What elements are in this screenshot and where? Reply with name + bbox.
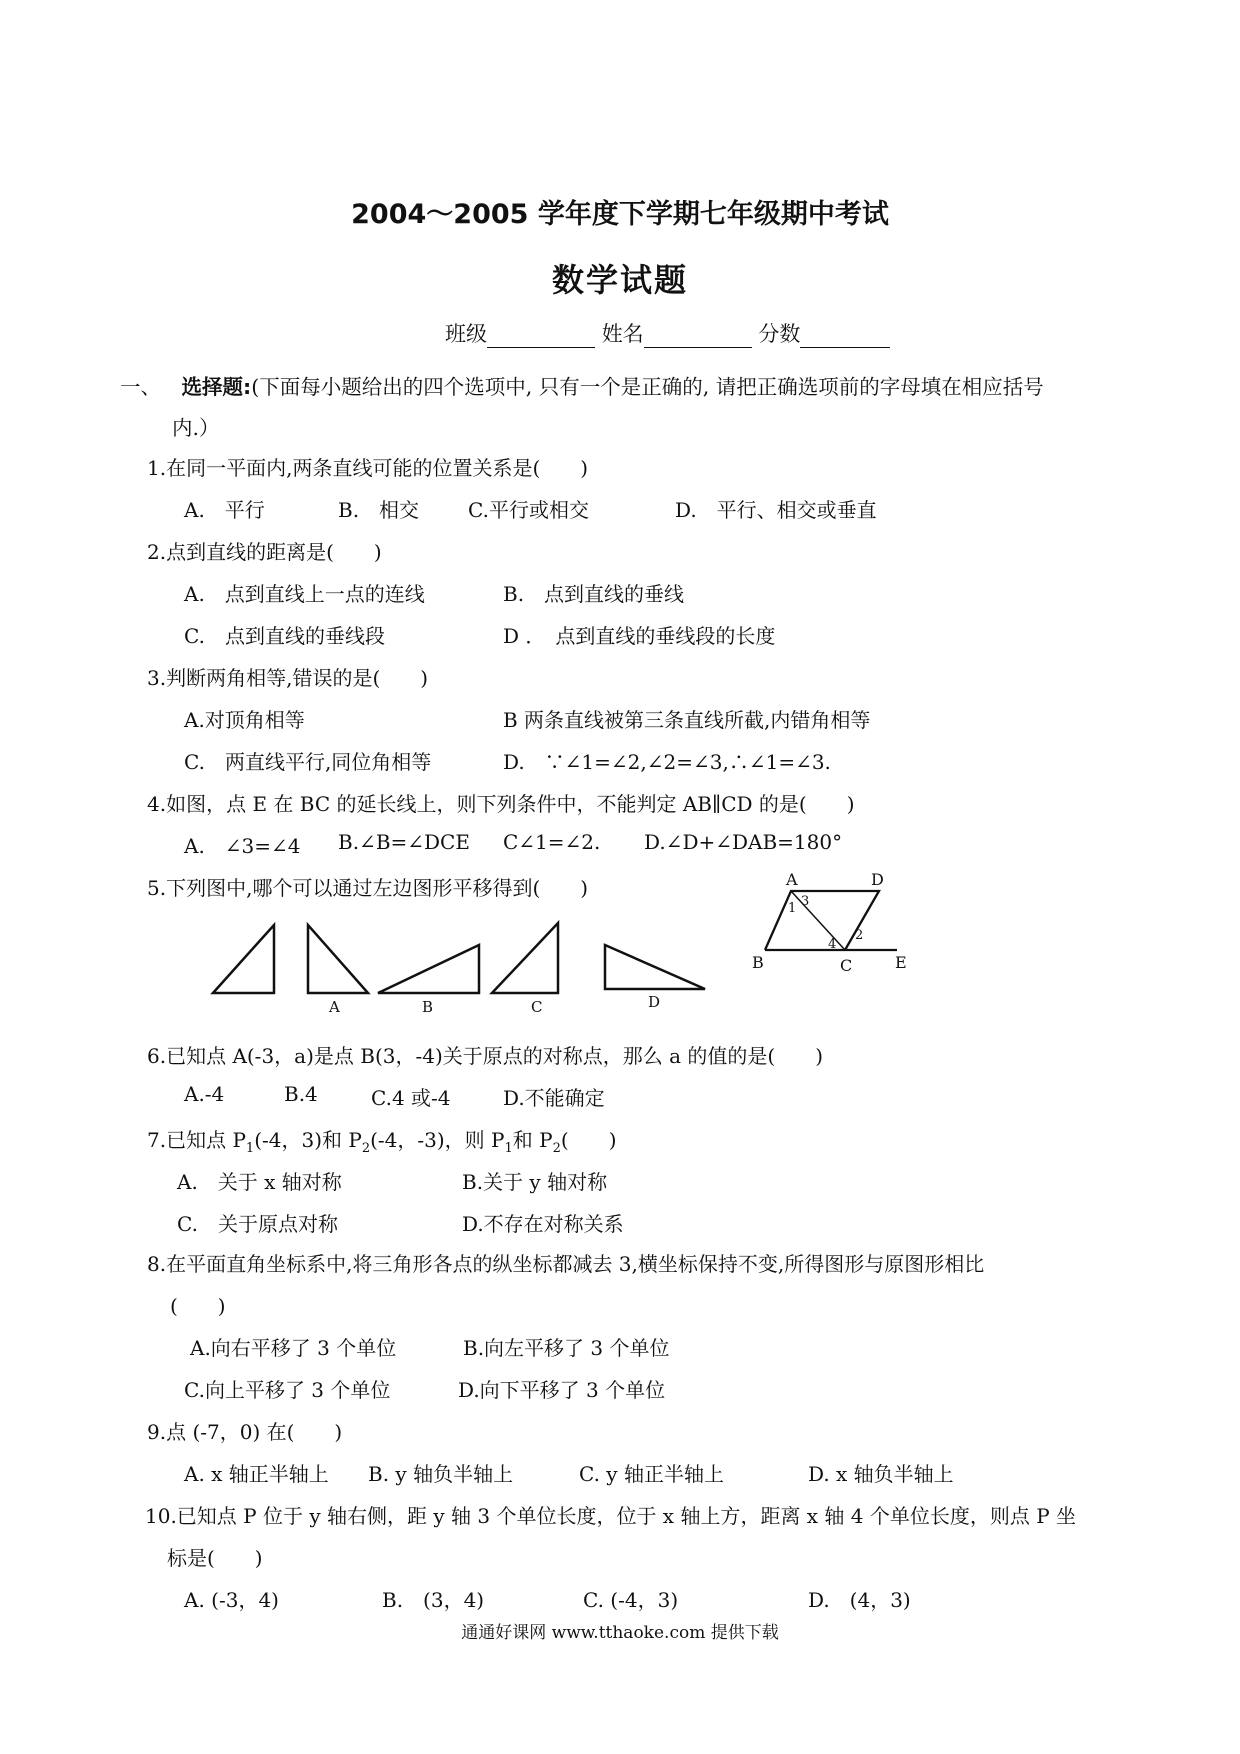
class-blank[interactable]	[487, 325, 595, 348]
name-label: 姓名	[601, 322, 644, 346]
section-title: 选择题:	[181, 375, 252, 399]
q4-option-d[interactable]: D.∠D+∠DAB=180°	[644, 830, 843, 854]
q1-option-c[interactable]: C.平行或相交	[468, 498, 589, 522]
q4-option-c[interactable]: C∠1=∠2.	[503, 830, 601, 854]
q2-option-d[interactable]: D ． 点到直线的垂线段的长度	[503, 624, 776, 648]
q7-option-a[interactable]: A. 关于 x 轴对称	[177, 1170, 342, 1194]
section-instruction-cont: 内.）	[172, 416, 220, 440]
q5-label-b: B	[422, 998, 434, 1016]
subject-title: 数学试题	[551, 261, 688, 299]
question-4: 4.如图，点 E 在 BC 的延长线上，则下列条件中，不能判定 AB∥CD 的是( )	[147, 792, 855, 816]
q4-option-b[interactable]: B.∠B=∠DCE	[338, 830, 470, 854]
question-8-paren: ( )	[170, 1294, 226, 1318]
figure-angle-3: 3	[801, 894, 810, 909]
q9-option-c[interactable]: C. y 轴正半轴上	[579, 1462, 724, 1486]
q4-parallelogram-figure	[745, 868, 925, 978]
q10-option-b[interactable]: B. (3，4)	[382, 1588, 485, 1612]
q2-option-b[interactable]: B. 点到直线的垂线	[503, 582, 685, 606]
q6-option-b[interactable]: B.4	[284, 1082, 318, 1106]
score-blank[interactable]	[800, 325, 890, 348]
figure-angle-4: 4	[828, 937, 837, 952]
q5-original-triangle	[213, 925, 274, 993]
question-10-cont: 标是( )	[167, 1546, 263, 1570]
q3-option-a[interactable]: A.对顶角相等	[184, 708, 305, 732]
q2-option-c[interactable]: C. 点到直线的垂线段	[184, 624, 385, 648]
q5-label-a: A	[329, 998, 340, 1016]
q5-translation-figures	[200, 905, 740, 1020]
figure-point-c: C	[840, 956, 853, 975]
q2-option-a[interactable]: A. 点到直线上一点的连线	[184, 582, 425, 606]
q7-option-c[interactable]: C. 关于原点对称	[177, 1212, 338, 1236]
q9-option-b[interactable]: B. y 轴负半轴上	[368, 1462, 514, 1486]
question-9: 9.点 (-7，0) 在( )	[147, 1420, 343, 1444]
figure-point-b: B	[752, 953, 764, 972]
q8-option-d[interactable]: D.向下平移了 3 个单位	[458, 1378, 666, 1402]
class-label: 班级	[445, 322, 487, 346]
q9-option-a[interactable]: A. x 轴正半轴上	[184, 1462, 329, 1486]
score-label: 分数	[758, 322, 801, 346]
question-6: 6.已知点 A(-3，a)是点 B(3，-4)关于原点的对称点，那么 a 的值的是( )	[147, 1044, 824, 1068]
student-info-fields	[445, 318, 890, 348]
q5-label-c: C	[531, 998, 543, 1016]
q4-option-a[interactable]: A. ∠3=∠4	[184, 834, 301, 858]
section-instruction: (下面每小题给出的四个选项中, 只有一个是正确的, 请把正确选项前的字母填在相应括号	[251, 375, 1044, 399]
q6-option-d[interactable]: D.不能确定	[503, 1086, 605, 1110]
figure-angle-1: 1	[788, 901, 797, 916]
q8-option-c[interactable]: C.向上平移了 3 个单位	[184, 1378, 391, 1402]
section-number: 一、	[120, 375, 161, 399]
q7-option-b[interactable]: B.关于 y 轴对称	[462, 1170, 608, 1194]
q1-option-a[interactable]: A. 平行	[184, 498, 265, 522]
q5-triangle-a[interactable]	[308, 925, 368, 993]
section-heading	[120, 370, 1044, 400]
exam-title: 2004～2005 学年度下学期七年级期中考试	[351, 199, 889, 230]
question-8: 8.在平面直角坐标系中,将三角形各点的纵坐标都减去 3,横坐标保持不变,所得图形与原图形相比	[147, 1252, 985, 1276]
figure-diagonal-ac	[791, 891, 845, 950]
footer-credit: 通通好课网 www.tthaoke.com 提供下载	[461, 1623, 779, 1643]
question-7: 7.已知点 $P_1(-4$，3)和 $P_2(-4$，-3)，则 $P_1$和 $P_2$( )	[147, 1128, 617, 1156]
q6-option-c[interactable]: C.4 或-4	[371, 1086, 451, 1110]
q10-option-d[interactable]: D. (4，3)	[808, 1588, 911, 1612]
q5-label-d: D	[648, 993, 661, 1011]
q7-option-d[interactable]: D.不存在对称关系	[462, 1212, 624, 1236]
q6-option-a[interactable]: A.-4	[184, 1082, 225, 1106]
q1-option-d[interactable]: D. 平行、相交或垂直	[675, 498, 877, 522]
question-2: 2.点到直线的距离是( )	[147, 540, 382, 564]
q10-option-c[interactable]: C. (-4，3)	[583, 1588, 679, 1612]
q1-option-b[interactable]: B. 相交	[338, 498, 420, 522]
q8-option-a[interactable]: A.向右平移了 3 个单位	[190, 1336, 397, 1360]
q3-option-b[interactable]: B 两条直线被第三条直线所截,内错角相等	[503, 708, 871, 732]
question-10: 10.已知点 P 位于 y 轴右侧，距 y 轴 3 个单位长度，位于 x 轴上方，距离 x 轴 4 个单位长度，则点 P 坐	[145, 1504, 1077, 1528]
q3-option-c[interactable]: C. 两直线平行,同位角相等	[184, 750, 432, 774]
q8-option-b[interactable]: B.向左平移了 3 个单位	[463, 1336, 670, 1360]
figure-point-a: A	[786, 870, 798, 889]
q3-option-d[interactable]: D. ∵∠1=∠2,∠2=∠3,∴∠1=∠3.	[503, 750, 831, 774]
figure-angle-2: 2	[855, 928, 864, 943]
q5-triangle-c[interactable]	[492, 923, 558, 993]
name-blank[interactable]	[644, 325, 752, 348]
q5-triangle-b[interactable]	[378, 945, 479, 993]
question-5: 5.下列图中,哪个可以通过左边图形平移得到( )	[147, 876, 589, 900]
q5-triangle-d[interactable]	[605, 945, 705, 989]
question-3: 3.判断两角相等,错误的是( )	[147, 666, 429, 690]
q9-option-d[interactable]: D. x 轴负半轴上	[808, 1462, 954, 1486]
question-1: 1.在同一平面内,两条直线可能的位置关系是( )	[147, 456, 589, 480]
q10-option-a[interactable]: A. (-3，4)	[184, 1588, 279, 1612]
figure-point-e: E	[895, 953, 907, 972]
figure-point-d: D	[871, 870, 884, 889]
